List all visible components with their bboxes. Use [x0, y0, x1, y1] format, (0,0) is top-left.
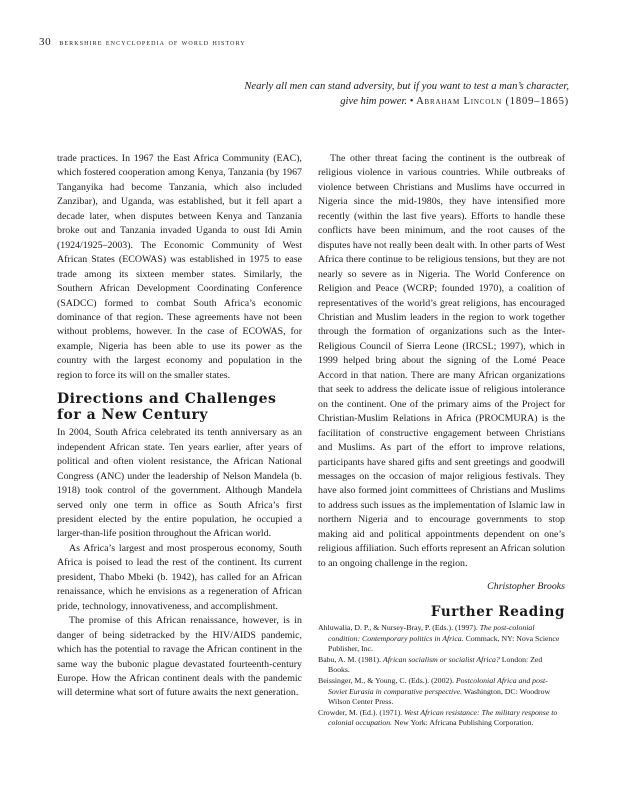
reference-publisher: Commack, NY: Nova Science Publisher, Inc.	[328, 633, 560, 654]
reference-entry	[318, 708, 565, 729]
reference-entry	[318, 623, 565, 655]
section-heading: Directions and Challenges for a New Century	[57, 391, 277, 423]
reference-title: The post-colonial condition: Contemporary politics in Africa.	[328, 623, 535, 643]
epigraph-attribution: Abraham Lincoln (1809–1865)	[416, 96, 569, 107]
left-column	[57, 152, 302, 701]
reference-title: Postcolonial Africa and post-Soviet Eurasia in comparative perspective.	[328, 676, 548, 696]
reference-entry	[318, 655, 565, 676]
author-byline: Christopher Brooks	[487, 581, 565, 593]
running-title: berkshire encyclopedia of world history	[59, 37, 246, 47]
body-paragraph: The promise of this African renaissance, however, is in danger of being sidetracked by the HIV/AIDS pandemic, which has the potential to ravage the African continent in the same way the bubonic plague devastated fourteenth-century Europe. How the African continent deals with the pandemic will determine what sort of future awaits the next generation.	[57, 615, 302, 699]
reference-entry	[318, 676, 565, 708]
epigraph-text: Nearly all men can stand adversity, but if you want to test a man’s character, give him power.	[244, 81, 569, 107]
reference-publisher: New York: Africana Publishing Corporation.	[394, 718, 534, 728]
reference-publisher: Washington, DC: Woodrow Wilson Center Press.	[328, 686, 551, 707]
further-reading-heading: Further Reading	[430, 603, 565, 620]
reference-title: West African resistance: The military response to colonial occupation.	[328, 707, 558, 728]
reference-authors: Crowder, M. (Ed.). (1971).	[318, 707, 403, 717]
body-paragraph: The other threat facing the continent is the outbreak of religious violence in various countries. While outbreaks of violence between Christians and Muslims have occurred in Nigeria since the mid-1980s, they have intensified more recently (within the last five years). Efforts to handle these conflicts have been minimum, and the root causes of the disputes have not really been dealt with. In other parts of West Africa there continue to be religious tensions, but they are not nearly so severe as in Nigeria. The World Conference on Religion and Peace (WCRP; founded 1970), a coalition of representatives of the world’s great religions, has encouraged Christian and Muslim leaders in the region to work together through the formation of organizations such as the Inter-Religious Council of Sierra Leone (IRCSL; 1997), which in 1999 helped bring about the signing of the Lomé Peace Accord in that nation. There are many African organizations that seek to address the delicate issue of religious intolerance on the continent. One of the primary aims of the Project for Christian-Muslim Relations in Africa (PROCMURA) is the facilitation of constructive engagement between Christians and Muslims. As part of the effort to improve relations, participants have shared gifts and sent greetings and goodwill messages on the occasion of major religious festivals. They have also formed joint committees of Christians and Muslims to address such issues as the implementation of Islamic law in northern Nigeria and to encourage governments to stop making aid and political appointments dependent on one’s religious affiliation. Such efforts represent an African solution to an ongoing challenge in the region.	[318, 153, 565, 569]
right-column	[318, 152, 565, 729]
reference-list	[318, 623, 565, 729]
reference-authors: Beissinger, M., & Young, C. (Eds.). (2002).	[318, 676, 454, 686]
running-header	[39, 36, 246, 48]
reference-authors: Ahluwalia, D. P., & Nursey-Bray, P. (Eds.). (1997).	[318, 623, 478, 633]
body-paragraph: In 2004, South Africa celebrated its tenth anniversary as an independent African state. Ten years earlier, after years of political and often violent resistance, the African National Congress (ANC) under the leadership of Nelson Mandela (b. 1918) took control of the government. Although Mandela served only one term in office as South Africa’s first president elected by the entire population, he occupied a larger-than-life position throughout the African world.	[57, 427, 302, 540]
reference-publisher: London: Zed Books.	[328, 654, 543, 675]
page-number: 30	[39, 36, 52, 48]
reference-title: African socialism or socialist Africa?	[382, 654, 500, 664]
epigraph	[239, 79, 569, 109]
body-paragraph: As Africa’s largest and most prosperous economy, South Africa is poised to lead the rest of the continent. Its current president, Thabo Mbeki (b. 1942), has called for an African renaissance, which he envisions as a regeneration of African pride, technology, innovativeness, and accomplishment.	[57, 542, 302, 612]
body-paragraph: trade practices. In 1967 the East Africa Community (EAC), which fostered cooperation among Kenya, Tanzania (by 1967 Tanganyika had become Tanzania, which also included Zanzibar), and Uganda, was established, but it fell apart a decade later, when disputes between Kenya and Tanzania broke out and Tanzania invaded Uganda to oust Idi Amin (1924/1925–2003). The Economic Community of West African States (ECOWAS) was established in 1975 to ease trade among its sixteen member states. Similarly, the Southern African Development Coordinating Conference (SADCC) formed to combat South Africa’s economic dominance of that region. These agreements have not been without problems, however. In the case of ECOWAS, for example, Nigeria has been able to use its power as the country with the largest economy and population in the region to force its will on the smaller states.	[57, 153, 302, 381]
epigraph-bullet: •	[409, 96, 414, 107]
reference-authors: Babu, A. M. (1981).	[318, 654, 382, 664]
